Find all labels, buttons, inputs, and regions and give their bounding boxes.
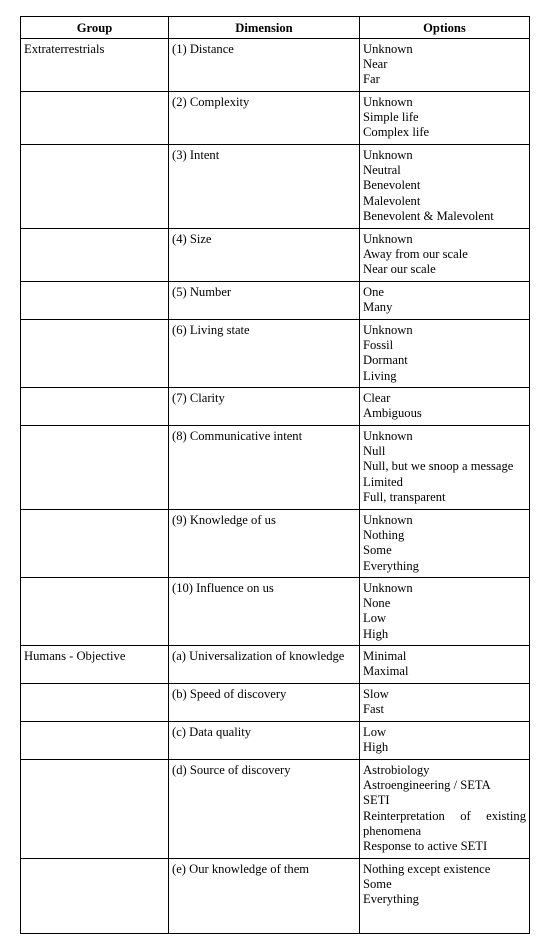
option-item: Unknown [363, 513, 413, 527]
option-item: Low [363, 725, 387, 739]
options-cell [360, 859, 530, 934]
option-item: Unknown [363, 581, 413, 595]
group-cell [21, 684, 169, 722]
option-item: Slow [363, 687, 389, 701]
option-item: Dormant [363, 353, 408, 368]
table-row [21, 145, 530, 229]
option-item: Limited [363, 474, 403, 489]
header-group: Group [21, 17, 169, 39]
option-item: Minimal [363, 649, 407, 663]
header-options: Options [360, 17, 530, 39]
dimension-cell: (4) Size [169, 229, 360, 282]
table-row [21, 39, 530, 92]
option-item: Astroengineering / SETA [363, 778, 491, 793]
options-cell [360, 426, 530, 510]
option-item: Clear [363, 391, 391, 405]
option-item: Unknown [363, 95, 413, 109]
option-item: phenomena [363, 823, 422, 838]
options-cell [360, 145, 530, 229]
option-item: Unknown [363, 323, 413, 337]
dimension-cell: (d) Source of discovery [169, 760, 360, 859]
option-item: Living [363, 368, 397, 383]
group-cell [21, 320, 169, 388]
option-item: Ambiguous [363, 406, 422, 421]
option-item: Fossil [363, 338, 394, 353]
option-item: Some [363, 543, 392, 558]
option-item: Everything [363, 892, 419, 907]
dimension-cell: (e) Our knowledge of them [169, 859, 360, 934]
option-item: Neutral [363, 163, 401, 178]
options-cell [360, 92, 530, 145]
option-item: High [363, 740, 389, 755]
dimensions-table [20, 16, 530, 934]
options-cell [360, 578, 530, 646]
group-cell [21, 388, 169, 426]
option-item: Fast [363, 702, 384, 717]
group-cell [21, 92, 169, 145]
group-cell [21, 760, 169, 859]
table-row [21, 426, 530, 510]
dimension-cell: (5) Number [169, 282, 360, 320]
table-row [21, 388, 530, 426]
options-cell [360, 760, 530, 859]
options-cell [360, 388, 530, 426]
group-cell: Humans - Objective [21, 646, 169, 684]
option-item: Response to active SETI [363, 839, 488, 854]
options-cell [360, 684, 530, 722]
option-item: Everything [363, 558, 419, 573]
options-cell [360, 722, 530, 760]
options-cell [360, 320, 530, 388]
option-item: Unknown [363, 42, 413, 56]
header-dimension: Dimension [169, 17, 360, 39]
dimension-cell: (c) Data quality [169, 722, 360, 760]
option-item: Simple life [363, 110, 419, 125]
options-cell [360, 39, 530, 92]
option-item: Null [363, 444, 386, 459]
group-cell [21, 722, 169, 760]
option-item: Nothing except existence [363, 862, 491, 876]
option-item: Benevolent & Malevolent [363, 208, 494, 223]
dimension-cell: (a) Universalization of knowledge [169, 646, 360, 684]
options-cell [360, 510, 530, 578]
dimension-cell: (10) Influence on us [169, 578, 360, 646]
options-cell [360, 282, 530, 320]
option-item: Complex life [363, 125, 430, 140]
group-cell [21, 282, 169, 320]
option-item: Full, transparent [363, 489, 446, 504]
options-cell [360, 229, 530, 282]
table-body [21, 39, 530, 934]
table-header-row [21, 17, 530, 39]
table-row [21, 92, 530, 145]
option-item: Unknown [363, 429, 413, 443]
option-item: Away from our scale [363, 247, 468, 262]
table-row [21, 859, 530, 934]
option-item: Astrobiology [363, 763, 430, 777]
option-item: Low [363, 611, 387, 626]
table-row [21, 760, 530, 859]
group-cell [21, 426, 169, 510]
dimension-cell: (1) Distance [169, 39, 360, 92]
dimension-cell: (b) Speed of discovery [169, 684, 360, 722]
group-cell [21, 859, 169, 934]
option-item: Benevolent [363, 178, 421, 193]
option-item: Unknown [363, 148, 413, 162]
option-item: Reinterpretation of existing [363, 808, 526, 823]
option-item: SETI [363, 793, 390, 808]
option-item: Near our scale [363, 262, 436, 277]
table-row [21, 229, 530, 282]
dimension-cell: (3) Intent [169, 145, 360, 229]
dimension-cell: (9) Knowledge of us [169, 510, 360, 578]
group-cell [21, 510, 169, 578]
option-item: Far [363, 72, 380, 87]
option-item: Null, but we snoop a message [363, 459, 514, 474]
options-cell [360, 646, 530, 684]
table-row [21, 320, 530, 388]
table-row [21, 684, 530, 722]
option-item: Nothing [363, 528, 405, 543]
table-row [21, 578, 530, 646]
option-item: Some [363, 877, 392, 892]
table-row [21, 510, 530, 578]
table-row [21, 646, 530, 684]
option-item: Maximal [363, 664, 409, 679]
table-row [21, 722, 530, 760]
group-cell: Extraterrestrials [21, 39, 169, 92]
option-item: Malevolent [363, 193, 421, 208]
option-item: Many [363, 300, 393, 315]
option-item: Near [363, 57, 388, 72]
option-item: None [363, 596, 391, 611]
dimension-cell: (8) Communicative intent [169, 426, 360, 510]
option-item: One [363, 285, 384, 299]
option-item: High [363, 626, 389, 641]
group-cell [21, 578, 169, 646]
dimension-cell: (7) Clarity [169, 388, 360, 426]
dimension-cell: (2) Complexity [169, 92, 360, 145]
dimension-cell: (6) Living state [169, 320, 360, 388]
group-cell [21, 229, 169, 282]
group-cell [21, 145, 169, 229]
option-item: Unknown [363, 232, 413, 246]
table-row [21, 282, 530, 320]
